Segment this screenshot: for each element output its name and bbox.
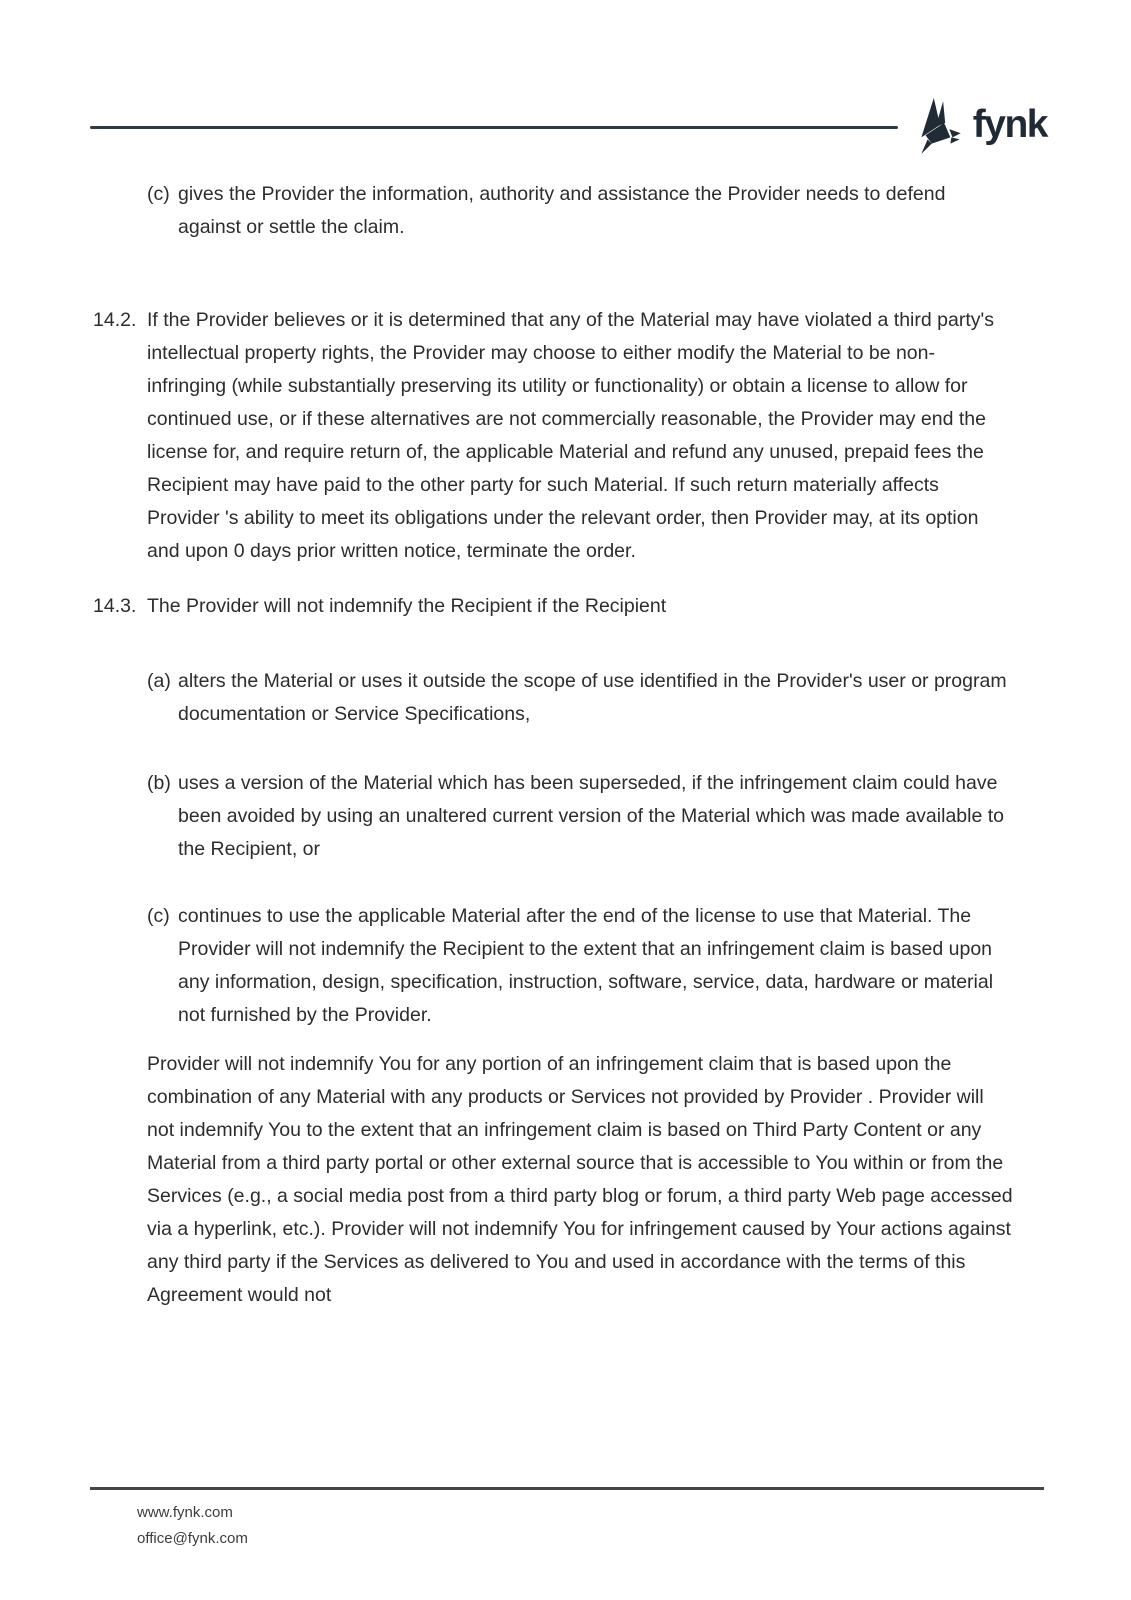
page-header (0, 0, 1131, 160)
footer-rule (90, 1487, 1044, 1490)
section-text: If the Provider believes or it is determined that any of the Material may have violated a third party's intellectual property rights, the Provider may choose to either modify the Material to be non-infringing (while substantially preserving its utility or functionality) or obtain a license to allow for continued use, or if these alternatives are not commercially reasonable, the Provider may end the license for, and require return of, the applicable Material and refund any unused, prepaid fees the Recipient may have paid to the other party for such Material. If such return materially affects Provider 's ability to meet its obligations under the relevant order, then Provider may, at its option and upon 0 days prior written notice, terminate the order. (147, 309, 994, 562)
clause-text: uses a version of the Material which has been superseded, if the infringement claim could have been avoided by using an unaltered current version of the Material which was made available to the Recipient, or (178, 772, 1004, 860)
fynk-logo (919, 98, 1047, 156)
footer-email: office@fynk.com (137, 1530, 248, 1547)
list-marker: (a) (147, 670, 171, 692)
clause-item-c-top (147, 178, 1013, 244)
section-14-2 (93, 304, 1013, 568)
clause-text: alters the Material or uses it outside the scope of use identified in the Provider's user or program documentation or Service Specifications, (178, 670, 1007, 725)
clause-text: gives the Provider the information, authority and assistance the Provider needs to defend against or settle the claim. (178, 183, 946, 238)
closing-paragraph: Provider will not indemnify You for any portion of an infringement claim that is based upon the combination of any Material with any products or Services not provided by Provider . Provider will not indemnify You to the extent that an infringement claim is based on Third Party Content or any Material from a third party portal or other external source that is accessible to You within or from the Services (e.g., a social media post from a third party blog or forum, a third party Web page accessed via a hyperlink, etc.). Provider will not indemnify You for infringement caused by Your actions against any third party if the Services as delivered to You and used in accordance with the terms of this Agreement would not (147, 1053, 1013, 1306)
clause-item-a (147, 665, 1013, 731)
clause-text: continues to use the applicable Material after the end of the license to use that Material. The Provider will not indemnify the Recipient to the extent that an infringement claim is based upon any information, design, specification, instruction, software, service, data, hardware or material not furnished by the Provider. (178, 905, 994, 1026)
footer-website: www.fynk.com (137, 1504, 233, 1521)
section-14-3 (93, 590, 1013, 623)
logo-wordmark: fynk (972, 102, 1047, 146)
footer-contact (137, 1500, 248, 1552)
header-rule (90, 126, 898, 129)
clause-item-c (147, 900, 1013, 1032)
origami-bird-icon (919, 98, 961, 156)
list-marker: (b) (147, 772, 171, 794)
section-number: 14.2. (93, 309, 137, 331)
list-marker: (c) (147, 183, 170, 205)
document-body (0, 178, 1131, 1312)
clause-item-b (147, 767, 1013, 866)
list-marker: (c) (147, 905, 170, 927)
section-number: 14.3. (93, 595, 137, 617)
section-text: The Provider will not indemnify the Recipient if the Recipient (147, 595, 667, 617)
